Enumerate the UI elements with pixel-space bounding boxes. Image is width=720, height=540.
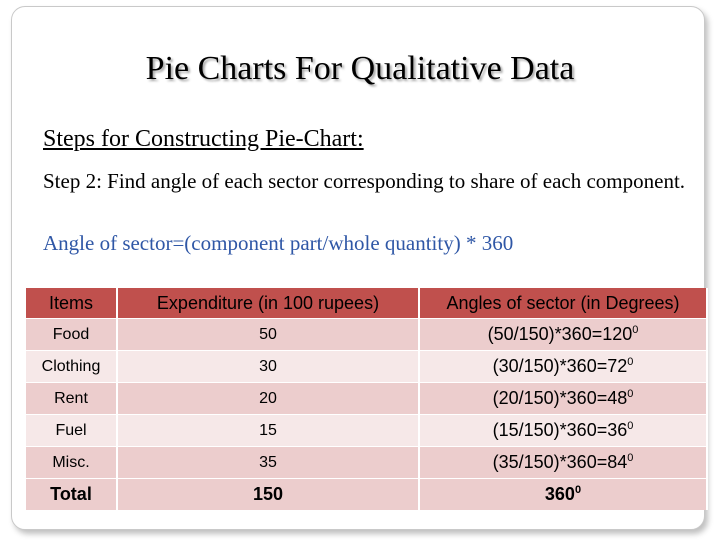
expenditure-cell: 15 [117, 415, 419, 447]
header-items: Items [26, 288, 117, 319]
degree-mark: 0 [627, 420, 634, 432]
angle-value: (30/150)*360=72 [492, 356, 628, 376]
table-row [26, 447, 707, 479]
table-row [26, 319, 707, 351]
angle-cell [419, 383, 707, 415]
item-cell: Food [26, 319, 117, 351]
expenditure-cell: 50 [117, 319, 419, 351]
step-label: Step 2: [43, 169, 102, 193]
item-cell: Misc. [26, 447, 117, 479]
expenditure-cell: 35 [117, 447, 419, 479]
step-paragraph [43, 168, 693, 195]
header-angles: Angles of sector (in Degrees) [419, 288, 707, 319]
degree-mark: 0 [632, 324, 639, 336]
total-angle-cell [419, 479, 707, 511]
step-text: Find angle of each sector corresponding to share of each component. [101, 169, 686, 193]
degree-mark: 0 [627, 452, 634, 464]
item-cell: Rent [26, 383, 117, 415]
table-row [26, 351, 707, 383]
angle-cell [419, 319, 707, 351]
slide-title: Pie Charts For Qualitative Data [145, 50, 575, 87]
degree-mark: 0 [574, 484, 582, 496]
angle-value: (15/150)*360=36 [492, 420, 628, 440]
item-cell: Clothing [26, 351, 117, 383]
angle-value: (50/150)*360=120 [487, 324, 633, 344]
table-row [26, 383, 707, 415]
total-label: Total [26, 479, 117, 511]
angle-cell [419, 351, 707, 383]
steps-heading: Steps for Constructing Pie-Chart: [43, 126, 364, 152]
item-cell: Fuel [26, 415, 117, 447]
expenditure-table [26, 288, 708, 510]
angle-value: (20/150)*360=48 [492, 388, 628, 408]
degree-mark: 0 [627, 388, 634, 400]
angle-cell [419, 447, 707, 479]
expenditure-cell: 20 [117, 383, 419, 415]
angle-formula: Angle of sector=(component part/whole quantity) * 360 [43, 231, 514, 255]
total-expenditure: 150 [117, 479, 419, 511]
header-expenditure: Expenditure (in 100 rupees) [117, 288, 419, 319]
expenditure-cell: 30 [117, 351, 419, 383]
angle-value: (35/150)*360=84 [492, 452, 628, 472]
table-total-row [26, 479, 707, 511]
table-row [26, 415, 707, 447]
total-angle: 360 [544, 484, 575, 504]
table-header-row [26, 288, 707, 319]
degree-mark: 0 [627, 356, 634, 368]
angle-cell [419, 415, 707, 447]
